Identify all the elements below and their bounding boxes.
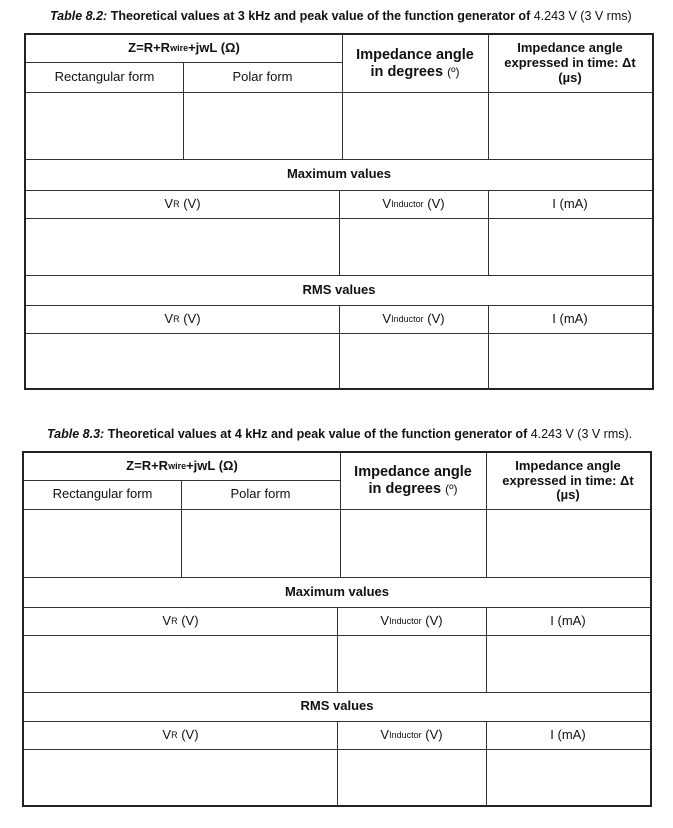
current-header: I (mA) <box>552 310 588 326</box>
vinductor-header: V Inductor (V) <box>380 612 443 628</box>
caption-text: Theoretical values at 3 kHz and peak value of the function generator of <box>110 9 531 23</box>
caption-label: Table 8.3: <box>47 427 105 441</box>
vr-header: V R (V) <box>162 612 199 628</box>
polar-form-header: Polar form <box>232 68 293 84</box>
maximum-values-header: Maximum values <box>284 583 390 599</box>
caption-text: Theoretical values at 4 kHz and peak value of the function generator of <box>107 427 528 441</box>
rms-values-header: RMS values <box>302 281 376 297</box>
impedance-header: Z=R+R wire +jwL (Ω) <box>126 458 238 474</box>
impedance-time-header: Impedance angle expressed in time: Δt (µs) <box>502 457 634 503</box>
rms-values-header: RMS values <box>300 698 374 714</box>
maximum-values-header: Maximum values <box>286 166 392 182</box>
impedance-angle-header: Impedance angle in degrees (º) <box>354 464 472 497</box>
vinductor-header: V Inductor (V) <box>382 310 445 326</box>
table-8-3 <box>22 451 652 807</box>
table-8-3-caption <box>47 427 632 441</box>
vinductor-header: V Inductor (V) <box>382 195 445 211</box>
rectangular-form-header: Rectangular form <box>54 68 155 84</box>
caption-label: Table 8.2: <box>50 9 108 23</box>
vr-header: V R (V) <box>164 195 201 211</box>
rectangular-form-header: Rectangular form <box>52 486 153 502</box>
table-8-2 <box>24 33 654 390</box>
vinductor-header: V Inductor (V) <box>380 726 443 742</box>
current-header: I (mA) <box>550 726 586 742</box>
impedance-angle-header: Impedance angle in degrees (º) <box>356 46 474 80</box>
impedance-header: Z=R+R wire +jwL (Ω) <box>128 40 240 56</box>
table-8-2-caption <box>50 9 632 23</box>
impedance-time-header: Impedance angle expressed in time: Δt (µs) <box>504 40 636 85</box>
caption-tail: 4.243 V (3 V rms) <box>533 9 632 23</box>
vr-header: V R (V) <box>164 310 201 326</box>
current-header: I (mA) <box>552 195 588 211</box>
caption-tail: 4.243 V (3 V rms). <box>530 427 633 441</box>
polar-form-header: Polar form <box>230 486 291 502</box>
current-header: I (mA) <box>550 612 586 628</box>
vr-header: V R (V) <box>162 726 199 742</box>
